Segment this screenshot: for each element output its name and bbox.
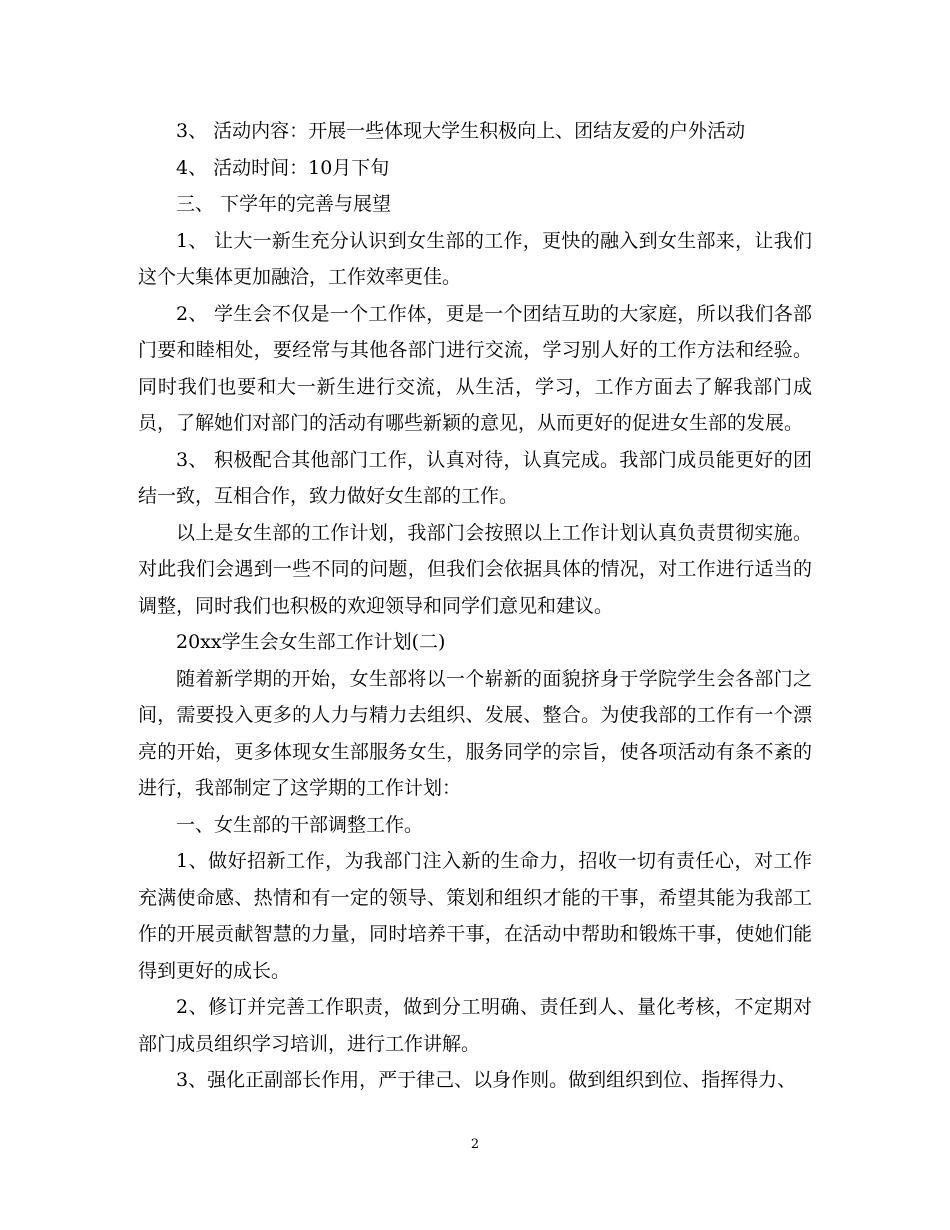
paragraph-recruitment: 1、做好招新工作，为我部门注入新的生命力，招收一切有责任心，对工作充满使命感、热情和有一定的领导、策划和组织才能的干事，希望其能为我部工作的开展贡献智慧的力量，同时培养干事，在活动中帮助和锻炼干事，使她们能得到更好的成长。 <box>138 850 812 982</box>
plan-two-title: 20xx学生会女生部工作计划(二) <box>176 631 446 653</box>
paragraph-outlook-2: 2、 学生会不仅是一个工作体，更是一个团结互助的大家庭，所以我们各部门要和睦相处，要经常与其他各部门进行交流，学习别人好的工作方法和经验。同时我们也要和大一新生进行交流，从生活，学习，工作方面去了解我部门成员，了解她们对部门的活动有哪些新颖的意见，从而更好的促进女生部的发展。 <box>138 302 812 434</box>
section-heading-outlook: 三、 下学年的完善与展望 <box>176 193 392 215</box>
paragraph-introduction: 随着新学期的开始，女生部将以一个崭新的面貌挤身于学院学生会各部门之间，需要投入更多的人力与精力去组织、发展、整合。为使我部的工作有一个漂亮的开始，更多体现女生部服务女生，服务同学的宗旨，使各项活动有条不紊的进行，我部制定了这学期的工作计划： <box>138 667 812 799</box>
paragraph-outlook-1: 1、 让大一新生充分认识到女生部的工作，更快的融入到女生部来，让我们这个大集体更加融洽，工作效率更佳。 <box>138 229 812 288</box>
paragraph-summary: 以上是女生部的工作计划，我部门会按照以上工作计划认真负责贯彻实施。对此我们会遇到一些不同的问题，但我们会依据具体的情况，对工作进行适当的调整，同时我们也积极的欢迎领导和同学们意见和建议。 <box>138 521 812 617</box>
paragraph-leadership: 3、强化正副部长作用，严于律己、以身作则。做到组织到位、指挥得力、 <box>176 1069 797 1091</box>
paragraph-responsibilities: 2、修订并完善工作职责，做到分工明确、责任到人、量化考核，不定期对部门成员组织学习培训，进行工作讲解。 <box>138 996 812 1055</box>
document-body <box>138 113 812 1099</box>
paragraph-activity-time: 4、 活动时间：10月下旬 <box>176 156 390 179</box>
paragraph-activity-content: 3、 活动内容：开展一些体现大学生积极向上、团结友爱的户外活动 <box>176 120 746 142</box>
section-heading-cadre-adjustment: 一、女生部的干部调整工作。 <box>176 813 424 836</box>
page-number: 2 <box>470 1137 480 1152</box>
paragraph-outlook-3: 3、 积极配合其他部门工作，认真对待，认真完成。我部门成员能更好的团结一致，互相合作，致力做好女生部的工作。 <box>138 448 812 507</box>
